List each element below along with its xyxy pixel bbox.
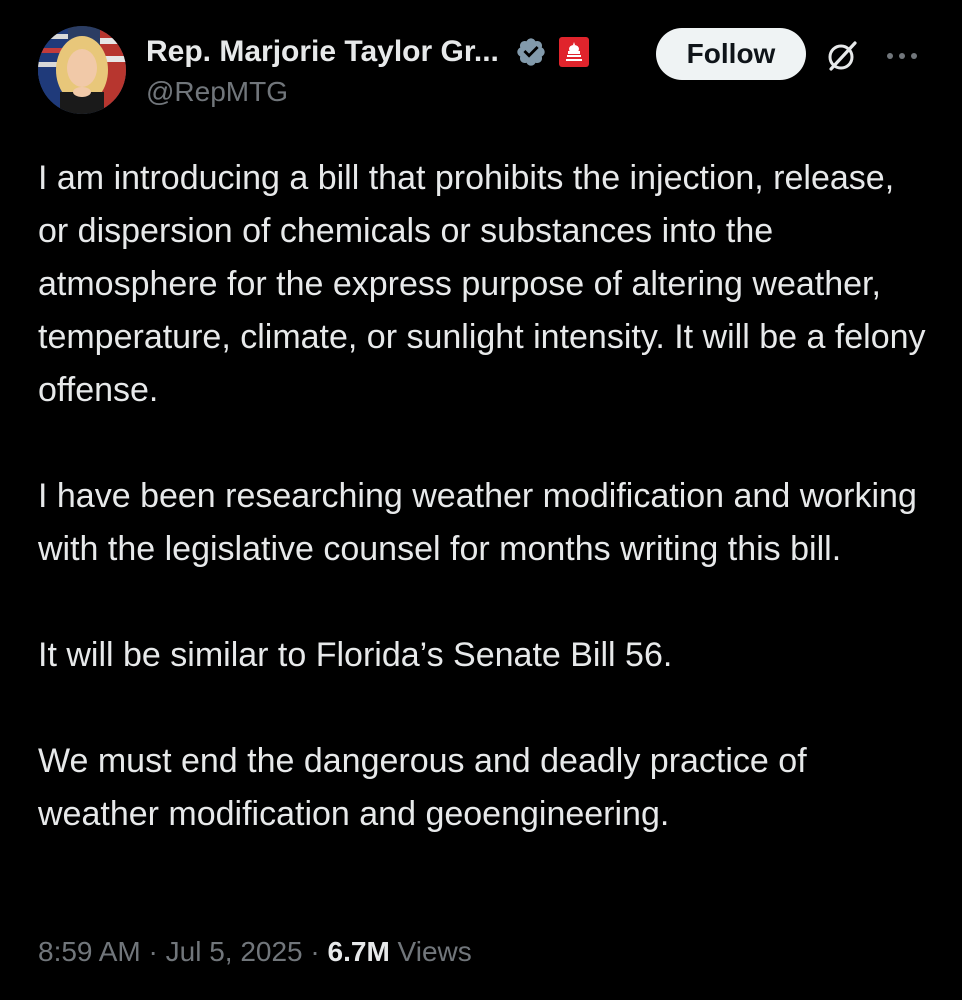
meta-separator: · — [148, 936, 158, 967]
follow-button[interactable]: Follow — [656, 28, 806, 80]
more-icon[interactable] — [884, 44, 920, 68]
tweet-paragraph: I have been researching weather modification and working with the legislative counsel for months writing this bill. — [38, 477, 917, 568]
verified-badge-icon[interactable] — [515, 36, 547, 68]
avatar-image — [38, 26, 126, 114]
display-name[interactable]: Rep. Marjorie Taylor Gr... — [146, 35, 499, 68]
congress-affiliate-icon[interactable] — [559, 37, 589, 67]
views-label: Views — [397, 936, 472, 967]
tweet-paragraph: We must end the dangerous and deadly practice of weather modification and geoengineering. — [38, 742, 807, 833]
grok-icon[interactable] — [824, 38, 860, 74]
author-info — [146, 30, 589, 108]
avatar[interactable] — [38, 26, 126, 114]
tweet-paragraph: It will be similar to Florida’s Senate Bill 56. — [38, 636, 673, 674]
tweet-time[interactable]: 8:59 AM — [38, 936, 141, 967]
author-handle[interactable]: @RepMTG — [146, 76, 288, 107]
views-count[interactable]: 6.7M — [327, 936, 390, 967]
tweet-text — [38, 152, 928, 841]
tweet-date[interactable]: Jul 5, 2025 — [165, 936, 303, 967]
tweet-header — [38, 26, 938, 116]
tweet-paragraph: I am introducing a bill that prohibits the injection, release, or dispersion of chemicals or substances into the atmosphere for the express purpose of altering weather, temperature, climate, or sunlight intensity. It will be a felony offense. — [38, 159, 926, 409]
meta-separator: · — [310, 936, 320, 967]
tweet-meta — [38, 936, 472, 968]
